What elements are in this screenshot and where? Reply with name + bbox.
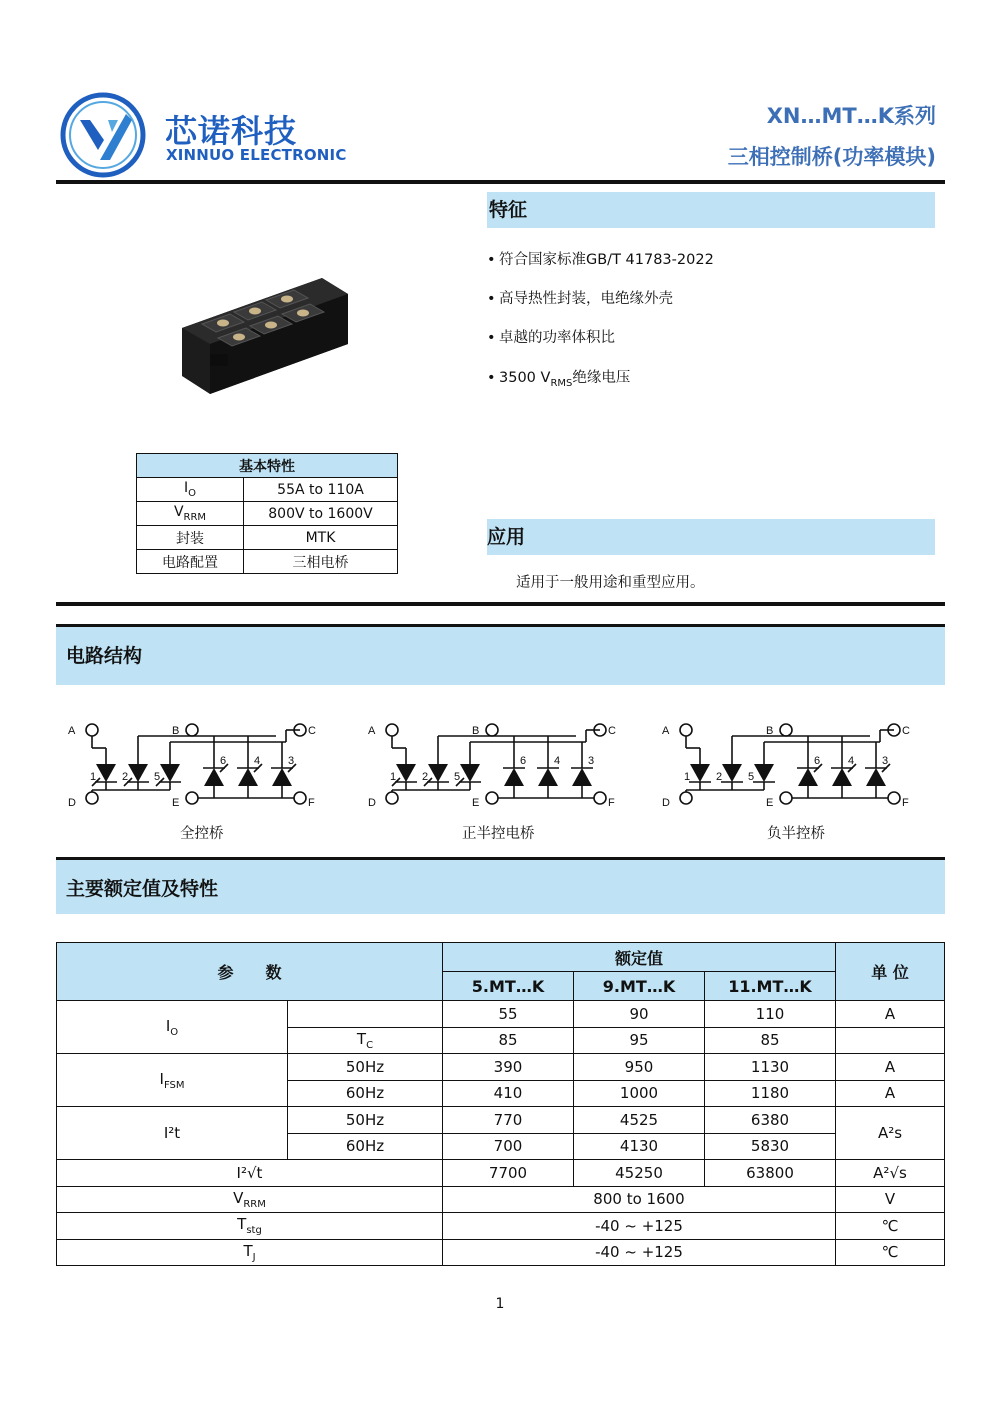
terminal <box>780 724 792 736</box>
diode <box>572 768 592 786</box>
table-row: 电路配置 三相电桥 <box>137 550 398 574</box>
device-number: 2 <box>422 771 429 783</box>
diode <box>690 764 710 782</box>
model-header: 11.MT…K <box>705 972 836 1001</box>
col-unit-header: 单 位 <box>836 943 945 1001</box>
terminal-label: D <box>662 797 670 809</box>
circuit-caption-full: 全控桥 <box>180 826 224 842</box>
device-number: 2 <box>122 771 129 783</box>
diode <box>722 764 742 782</box>
product-image <box>172 258 352 398</box>
terminal <box>386 792 398 804</box>
device-number: 3 <box>588 755 595 767</box>
ratings-table <box>56 942 945 1266</box>
model-header: 5.MT…K <box>443 972 574 1001</box>
table-row: $T_{stg}$ -40 ~ +125 ℃ <box>57 1213 945 1240</box>
application-text: 适用于一般用途和重型应用。 <box>516 575 705 591</box>
terminal-label: B <box>472 725 480 737</box>
diode <box>538 768 558 786</box>
table-row: I²√t 7700 45250 63800 A²√s <box>57 1160 945 1187</box>
table-row: $I_O$ 55 90 110 A <box>57 1001 945 1028</box>
terminal-label: A <box>368 725 376 737</box>
device-number: 5 <box>454 771 461 783</box>
table-row: $V_{RRM}$ 800V to 1600V <box>137 502 398 526</box>
logo-en-text: XINNUO ELECTRONIC <box>166 146 347 164</box>
circuit-heading: 电路结构 <box>56 624 945 685</box>
device-number: 5 <box>154 771 161 783</box>
device-number: 6 <box>814 755 821 767</box>
terminal-label: C <box>608 725 616 737</box>
device-number: 3 <box>882 755 889 767</box>
table-row: $T_J$ -40 ~ +125 ℃ <box>57 1239 945 1266</box>
section-rule <box>56 602 945 606</box>
header-rule <box>56 180 945 184</box>
circuit-diagrams <box>56 706 945 816</box>
terminal-label: E <box>766 797 774 809</box>
feature-item: • 符合国家标准GB/T 41783-2022 <box>487 252 714 268</box>
device-number: 5 <box>748 771 755 783</box>
device-number: 1 <box>390 771 397 783</box>
terminal-label: E <box>172 797 180 809</box>
terminal-label: D <box>68 797 76 809</box>
table-row: $T_C$ 85 95 85 <box>57 1027 945 1054</box>
device-number: 3 <box>288 755 295 767</box>
terminal <box>888 792 900 804</box>
company-logo <box>60 92 146 178</box>
terminal <box>780 792 792 804</box>
terminal <box>486 724 498 736</box>
col-rated-header: 额定值 <box>443 943 836 972</box>
terminal-label: C <box>308 725 316 737</box>
table-row: 封装 MTK <box>137 526 398 550</box>
application-heading: 应用 <box>487 519 935 555</box>
col-param-header: 参 数 <box>57 943 443 1001</box>
terminal-label: C <box>902 725 910 737</box>
table-row: $I_O$ 55A to 110A <box>137 478 398 502</box>
terminal-label: A <box>662 725 670 737</box>
terminal-label: B <box>766 725 774 737</box>
diode <box>504 768 524 786</box>
terminal-label: B <box>172 725 180 737</box>
feature-item: • 高导热性封装，电绝缘外壳 <box>487 291 673 307</box>
table-row: 60Hz 410 1000 1180 A <box>57 1080 945 1107</box>
device-number: 6 <box>520 755 527 767</box>
device-number: 1 <box>684 771 691 783</box>
table-row: I²t 50Hz 770 4525 6380 A²s <box>57 1107 945 1134</box>
terminal-label: A <box>68 725 76 737</box>
circuit-caption-negative-half: 负半控桥 <box>767 826 825 842</box>
terminal <box>680 724 692 736</box>
series-title: XN…MT…K系列 <box>766 104 936 128</box>
terminal <box>186 792 198 804</box>
terminal-label: F <box>902 797 909 809</box>
terminal-label: F <box>308 797 315 809</box>
terminal-label: F <box>608 797 615 809</box>
device-number: 6 <box>220 755 227 767</box>
terminal <box>386 724 398 736</box>
terminal-label: D <box>368 797 376 809</box>
device-number: 4 <box>848 755 855 767</box>
terminal <box>680 792 692 804</box>
terminal <box>186 724 198 736</box>
device-number: 4 <box>554 755 561 767</box>
table-row: $I_{FSM}$ 50Hz 390 950 1130 A <box>57 1054 945 1081</box>
features-heading: 特征 <box>487 192 935 228</box>
terminal <box>486 792 498 804</box>
feature-item: • 卓越的功率体积比 <box>487 330 615 346</box>
diode <box>754 764 774 782</box>
logo-cn-text: 芯诺科技 <box>165 112 298 150</box>
terminal <box>294 792 306 804</box>
product-subtitle: 三相控制桥(功率模块) <box>727 145 936 169</box>
circuit-caption-positive-half: 正半控电桥 <box>462 826 535 842</box>
table-row: 60Hz 700 4130 5830 <box>57 1133 945 1160</box>
terminal <box>86 792 98 804</box>
feature-item: • 3500 $V_{RMS}$绝缘电压 <box>487 370 631 389</box>
basic-table-title: 基本特性 <box>137 454 398 478</box>
device-number: 2 <box>716 771 723 783</box>
basic-characteristics-table <box>136 453 398 574</box>
device-number: 1 <box>90 771 97 783</box>
terminal <box>86 724 98 736</box>
table-row: $V_{RRM}$ 800 to 1600 V <box>57 1186 945 1213</box>
ratings-heading: 主要额定值及特性 <box>56 860 945 914</box>
device-number: 4 <box>254 755 261 767</box>
page-number: 1 <box>495 1296 505 1312</box>
model-header: 9.MT…K <box>574 972 705 1001</box>
terminal <box>594 792 606 804</box>
terminal-label: E <box>472 797 480 809</box>
